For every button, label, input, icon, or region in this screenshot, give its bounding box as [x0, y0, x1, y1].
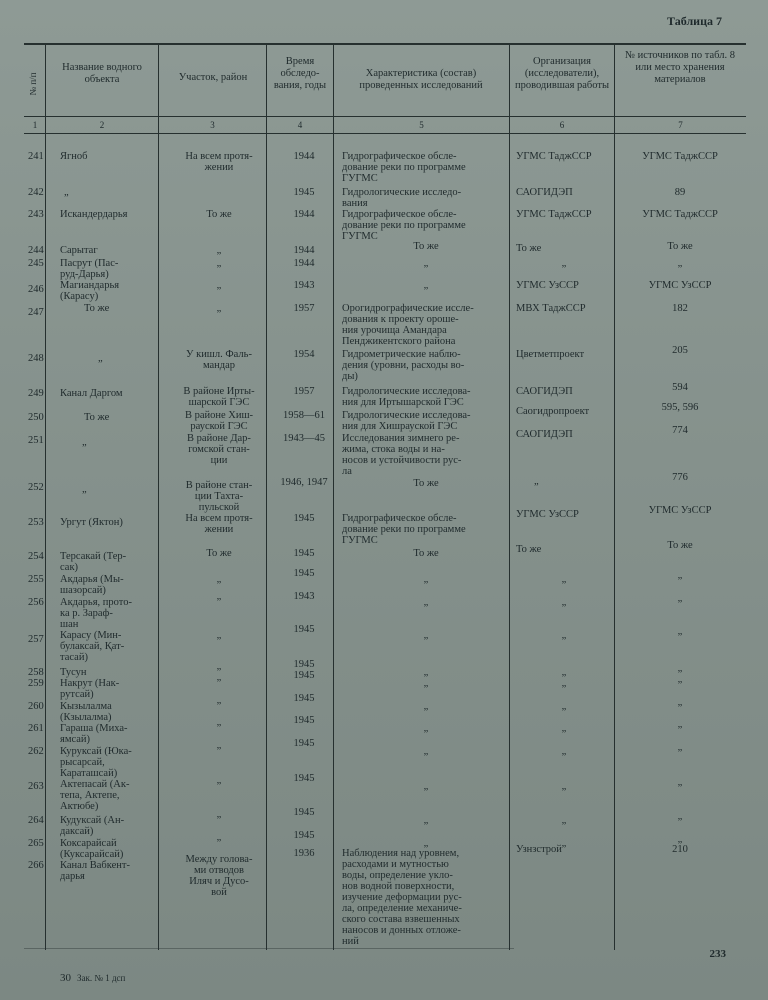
- cell-name: Карасу (Мин- булаксай, Қат- тасай): [60, 630, 125, 663]
- table-row: [24, 303, 746, 347]
- table-row: [24, 715, 746, 745]
- table-row: [24, 738, 746, 779]
- table-row: [24, 258, 746, 280]
- cell-name: „: [98, 353, 103, 364]
- cell-name: Акдарья (Мы- шазорсай): [60, 574, 124, 596]
- cell-num: 253: [28, 517, 44, 528]
- cell-desc: „: [423, 723, 429, 734]
- cell-desc: „: [423, 574, 429, 585]
- cell-name: То же: [84, 412, 110, 423]
- cell-name: Кудуксай (Ан- даксай): [60, 815, 125, 837]
- cell-num: 245: [28, 258, 44, 269]
- cell-desc: „: [423, 667, 429, 678]
- cell-src: УГМС УзССР: [648, 280, 712, 291]
- cell-year: 1954: [293, 349, 315, 360]
- cell-area: То же: [206, 548, 232, 559]
- cell-org: УГМС ТаджССР: [516, 151, 592, 162]
- cell-desc: „: [423, 280, 429, 291]
- cell-area: В районе стан- ции Тахта- пульской: [185, 480, 253, 513]
- cell-src: УГМС УзССР: [648, 505, 712, 516]
- cell-num: 266: [28, 860, 44, 871]
- table-row: [24, 345, 746, 382]
- cell-src: „: [677, 626, 683, 637]
- cell-area: „: [216, 695, 222, 706]
- cell-year: 1957: [293, 386, 315, 397]
- cell-name: Магиандарья (Карасу): [60, 280, 120, 302]
- cell-desc: Наблюдения над уровнем, расходами и мутностью воды, определение укло- нов водной поверхности, изучение деформации рус- ла, определение механиче- ского состава взвешенных наносов и донных отложе- ний: [342, 848, 462, 947]
- cell-src: „: [677, 674, 683, 685]
- header-bottom-rule: [24, 133, 746, 134]
- cell-desc: То же: [413, 241, 439, 252]
- cell-area: То же: [206, 209, 232, 220]
- cell-area: „: [216, 775, 222, 786]
- cell-year: 1945: [293, 738, 315, 749]
- table-row: [24, 624, 746, 663]
- cell-name: Пасрут (Пас- руд-Дарья): [60, 258, 119, 280]
- cell-desc: Гидрологические исследо- вания: [342, 187, 462, 209]
- table-label: Таблица 7: [667, 14, 722, 28]
- cell-org: САОГИДЭП: [516, 386, 573, 397]
- cell-num: 260: [28, 701, 44, 712]
- cell-org: „: [561, 781, 567, 792]
- cell-name: Терсакай (Тер- сак): [60, 551, 127, 573]
- cell-num: 257: [28, 634, 44, 645]
- col-number: 3: [210, 120, 215, 130]
- cell-name: Акдарья, прото- ка р. Зараф- шан: [60, 597, 132, 630]
- table-row: [24, 187, 746, 209]
- cell-org: „: [561, 723, 567, 734]
- cell-area: „: [216, 717, 222, 728]
- cell-year: 1945: [293, 568, 315, 579]
- cell-org: Цветметпроект: [516, 349, 585, 360]
- cell-desc: То же: [413, 548, 439, 559]
- table-row: [24, 773, 746, 812]
- cell-year: 1943: [293, 280, 315, 291]
- cell-desc: Гидрометрические наблю- дения (уровни, расходы во- ды): [342, 349, 465, 382]
- cell-desc: Гидрографическое обсле- дование реки по программе ГУГМС: [342, 513, 466, 546]
- cell-year: 1945: [293, 807, 315, 818]
- cell-area: „: [216, 832, 222, 843]
- cell-num: 248: [28, 353, 44, 364]
- cell-area: „: [216, 280, 222, 291]
- cell-src: 595, 596: [661, 402, 699, 413]
- cell-desc: Гидрологические исследова- ния для Хишрауской ГЭС: [342, 410, 471, 432]
- header-org: Организация (исследователи), проводившая работы: [514, 56, 610, 91]
- cell-name: То же: [84, 303, 110, 314]
- cell-desc: Исследования зимнего ре- жима, стока воды и на- носов и устойчивости рус- ла: [342, 433, 462, 477]
- cell-num: 252: [28, 482, 44, 493]
- cell-desc: Гидрографическое обсле- дование реки по программе ГУГМС: [342, 209, 466, 242]
- cell-area: „: [216, 303, 222, 314]
- cell-org: „: [561, 667, 567, 678]
- cell-num: 242: [28, 187, 44, 198]
- cell-org: „: [561, 701, 567, 712]
- table-row: [24, 693, 746, 723]
- cell-num: 261: [28, 723, 44, 734]
- table-row: [24, 241, 746, 256]
- table-row: [24, 280, 746, 302]
- footer-left: [60, 972, 125, 984]
- cell-area: В районе Хиш- рауской ГЭС: [184, 410, 254, 432]
- cell-org: Узнзстрой: [516, 844, 562, 855]
- cell-name: Искандердарья: [60, 209, 128, 220]
- header-year: Время обследо-вания, годы: [273, 56, 327, 91]
- cell-num: 262: [28, 746, 44, 757]
- cell-num: 265: [28, 838, 44, 849]
- cell-src: То же: [667, 241, 693, 252]
- cell-year: 1945: [293, 624, 315, 635]
- cell-year: 1945: [293, 693, 315, 704]
- cell-src: 776: [672, 472, 688, 483]
- cell-name: Сарытаг: [60, 245, 98, 256]
- cell-name: „: [64, 187, 69, 198]
- cell-org: Саогидропроект: [516, 406, 590, 417]
- header-top-rule: [24, 43, 746, 45]
- cell-org: „: [561, 838, 567, 849]
- cell-org: „: [561, 597, 567, 608]
- col-number: 1: [32, 120, 38, 130]
- table-row: [24, 151, 746, 184]
- cell-year: 1936: [293, 848, 315, 859]
- cell-src: „: [677, 593, 683, 604]
- cell-src: 205: [672, 345, 688, 356]
- cell-desc: „: [423, 838, 429, 849]
- cell-area: Между голова- ми отводов Иляч и Дусо- вой: [185, 854, 253, 898]
- cell-name: Накрут (Нак- рутсай): [60, 678, 120, 700]
- cell-desc: „: [423, 701, 429, 712]
- cell-src: „: [677, 742, 683, 753]
- cell-year: 1943: [293, 591, 315, 602]
- table-row: [24, 659, 746, 678]
- table-bottom-rule: [24, 948, 514, 949]
- cell-year: 1945: [293, 715, 315, 726]
- cell-num: 243: [28, 209, 44, 220]
- cell-area: В районе Ирты- шарской ГЭС: [183, 386, 255, 408]
- cell-year: 1945: [293, 670, 315, 681]
- cell-desc: „: [423, 746, 429, 757]
- cell-year: 1945: [293, 187, 315, 198]
- cell-area: „: [216, 591, 222, 602]
- cell-area: В районе Дар- гомской стан- ции: [187, 433, 251, 466]
- cell-area: „: [216, 740, 222, 751]
- cell-num: 247: [28, 307, 44, 318]
- cell-src: 89: [674, 187, 686, 198]
- cell-year: 1944: [293, 209, 315, 220]
- header-desc: Характеристика (состав) проведенных исследований: [359, 68, 483, 91]
- cell-src: „: [677, 811, 683, 822]
- cell-src: „: [677, 258, 683, 269]
- header-num: № п/п: [28, 72, 38, 96]
- cell-org: „: [561, 574, 567, 585]
- cell-desc: Гидрографическое обсле- дование реки по программе ГУГМС: [342, 151, 466, 184]
- cell-src: 182: [672, 303, 688, 314]
- cell-num: 254: [28, 551, 44, 562]
- cell-year: 1957: [293, 303, 315, 314]
- cell-area: „: [216, 661, 222, 672]
- cell-year: 1946, 1947: [280, 477, 328, 488]
- cell-year: 1958—61: [283, 410, 325, 421]
- cell-num: 256: [28, 597, 44, 608]
- cell-org: „: [561, 815, 567, 826]
- cell-org: То же: [516, 243, 542, 254]
- cell-num: 244: [28, 245, 44, 256]
- cell-year: 1944: [293, 151, 315, 162]
- cell-src: „: [677, 834, 683, 845]
- cell-name: Куруксай (Юка- рысарсай, Караташсай): [60, 746, 132, 779]
- table-row: [24, 568, 746, 596]
- cell-name: Канал Вабкент- дарья: [60, 860, 130, 882]
- cell-area: „: [216, 245, 222, 256]
- cell-num: 241: [28, 151, 44, 162]
- cell-num: 259: [28, 678, 44, 689]
- cell-org: САОГИДЭП: [516, 429, 573, 440]
- cell-desc: Гидрологические исследова- ния для Иртышарской ГЭС: [342, 386, 471, 408]
- cell-area: На всем протя- жении: [185, 151, 253, 173]
- col-number: 6: [559, 120, 565, 130]
- cell-src: „: [677, 697, 683, 708]
- cell-desc: „: [423, 597, 429, 608]
- cell-num: 258: [28, 667, 44, 678]
- cell-num: 264: [28, 815, 44, 826]
- table-row: [24, 425, 746, 477]
- cell-area: „: [216, 630, 222, 641]
- cell-desc: „: [423, 630, 429, 641]
- header-area: Участок, район: [178, 72, 248, 83]
- cell-area: „: [216, 809, 222, 820]
- header-src: № источников по табл. 8 или место хранения материалов: [625, 50, 735, 85]
- cell-year: 1945: [293, 659, 315, 670]
- cell-num: 246: [28, 284, 44, 295]
- cell-org: „: [561, 258, 567, 269]
- cell-org: УГМС ТаджССР: [516, 209, 592, 220]
- cell-area: На всем протя- жении: [185, 513, 253, 535]
- cell-num: 263: [28, 781, 44, 792]
- cell-org: „: [561, 678, 567, 689]
- cell-year: 1945: [293, 773, 315, 784]
- cell-name: Ургут (Яктон): [60, 517, 123, 528]
- cell-desc: Орогидрографические иссле- дования к проекту ороше- ния урочища Амандара Пенджикентского района: [342, 303, 474, 347]
- cell-name: Ягноб: [60, 151, 88, 162]
- header-mid-rule: [24, 116, 746, 117]
- cell-org: УГМС УзССР: [516, 509, 579, 520]
- cell-src: УГМС ТаджССР: [642, 209, 718, 220]
- cell-src: 594: [672, 382, 688, 393]
- col-number: 4: [297, 120, 303, 130]
- footer-number: 30: [60, 972, 71, 984]
- cell-area: „: [216, 672, 222, 683]
- cell-src: „: [677, 570, 683, 581]
- cell-name: Тусун: [60, 667, 87, 678]
- table-row: [24, 540, 746, 573]
- cell-src: 210: [672, 844, 688, 855]
- cell-src: „: [677, 663, 683, 674]
- cell-org: „: [561, 746, 567, 757]
- cell-desc: „: [423, 781, 429, 792]
- cell-name: Гараша (Миха- ямсай): [60, 723, 128, 745]
- cell-area: „: [216, 258, 222, 269]
- cell-num: 249: [28, 388, 44, 399]
- table-row: [24, 807, 746, 837]
- cell-src: „: [677, 777, 683, 788]
- header-name: Название водного объекта: [62, 62, 142, 85]
- cell-area: „: [216, 574, 222, 585]
- cell-src: То же: [667, 540, 693, 551]
- cell-org: То же: [516, 544, 542, 555]
- cell-year: 1944: [293, 258, 315, 269]
- cell-desc: „: [423, 815, 429, 826]
- page-number: 233: [709, 948, 726, 960]
- cell-year: 1945: [293, 548, 315, 559]
- cell-src: 774: [672, 425, 688, 436]
- cell-org: „: [534, 476, 539, 487]
- cell-name: „: [82, 437, 87, 448]
- cell-num: 250: [28, 412, 44, 423]
- cell-num: 251: [28, 435, 44, 446]
- cell-year: 1945: [293, 513, 315, 524]
- cell-name: „: [82, 484, 87, 495]
- cell-src: „: [677, 719, 683, 730]
- footer-code: Зак. № 1 дсп: [77, 973, 126, 983]
- cell-desc: „: [423, 258, 429, 269]
- col-number: 7: [678, 120, 683, 130]
- cell-src: УГМС ТаджССР: [642, 151, 718, 162]
- col-number: 5: [419, 120, 424, 130]
- cell-org: МВХ ТаджССР: [516, 303, 586, 314]
- cell-desc: „: [423, 678, 429, 689]
- cell-area: У кишл. Фаль- мандар: [186, 349, 252, 371]
- cell-name: Актепасай (Ак- тепа, Актепе, Актюбе): [60, 779, 130, 812]
- cell-org: УГМС УзССР: [516, 280, 579, 291]
- cell-year: 1943—45: [283, 433, 325, 444]
- cell-year: 1945: [293, 830, 315, 841]
- cell-name: Коксарайсай (Куксарайсай): [60, 838, 124, 860]
- cell-name: Кызылалма (Кзылалма): [60, 701, 112, 723]
- cell-desc: То же: [413, 478, 439, 489]
- cell-org: „: [561, 630, 567, 641]
- cell-name: Канал Даргом: [60, 388, 123, 399]
- table-row: [24, 209, 746, 242]
- cell-num: 255: [28, 574, 44, 585]
- col-number: 2: [99, 120, 105, 130]
- cell-year: 1944: [293, 245, 315, 256]
- cell-org: САОГИДЭП: [516, 187, 573, 198]
